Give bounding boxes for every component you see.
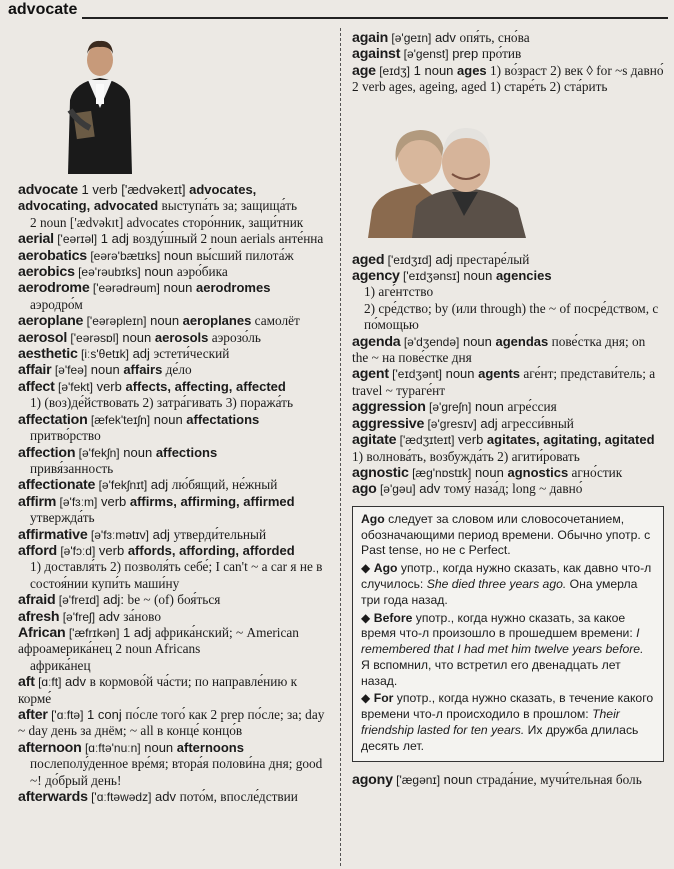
dictionary-entry (352, 481, 664, 497)
dictionary-entry (18, 379, 330, 395)
headword: affection (18, 444, 76, 461)
pronunciation: ['eərəsɒl] (67, 330, 119, 345)
note-bullet: ◆ (361, 610, 374, 625)
entry-sense-line: аэродро́м (30, 296, 83, 312)
part-of-speech: noun (440, 771, 477, 787)
translation: про́тив (481, 46, 522, 62)
translation: вы́сший пилота́ж (196, 247, 294, 263)
headword: affectionate (18, 477, 96, 494)
pronunciation: [ə'freʃ] (59, 609, 96, 624)
pronunciation: ['eərəpleɪn] (83, 314, 147, 329)
headword: agony (352, 771, 393, 788)
inflected-forms: affects, affecting, affected (125, 378, 286, 394)
part-of-speech: adv (431, 30, 460, 45)
note-item-text: употр., когда нужно сказать, за какое время что-л произошло в прошедшем времени: (361, 610, 637, 641)
translation: be ~ (of) боя́ться (127, 592, 221, 608)
dictionary-entry (18, 527, 330, 543)
headword: affectation (18, 411, 88, 428)
dictionary-entry (352, 46, 664, 62)
part-of-speech: adj (148, 526, 174, 542)
inflected-forms: agents (478, 366, 521, 382)
note-intro-text: следует за словом или словосочетанием, обозначающими период времени. Обычно употр. с Past tense, но не с Perfect. (361, 511, 651, 558)
usage-note-item (361, 561, 655, 608)
part-of-speech: 1 adj (97, 231, 133, 247)
entry-sense-line: утвержда́ть (30, 510, 95, 526)
headword: affirmative (18, 526, 88, 543)
inflected-forms: agendas (495, 333, 549, 349)
part-of-speech: noun (160, 247, 197, 263)
pronunciation: [ə'feə] (51, 363, 88, 378)
note-item-text: употр., когда нужно сказать, в течение какого времени что-л происходило в прошлом: (361, 691, 654, 722)
pronunciation: ['eərədrəum] (89, 281, 160, 296)
usage-note-item (361, 691, 655, 754)
translation: де́ло (162, 362, 192, 378)
dictionary-entry (18, 707, 330, 740)
note-example-translation: Она умерла три года назад. (361, 576, 638, 607)
translation: в кормово́й ча́сти; по направле́нию к корме́ (18, 674, 298, 706)
inflected-forms: agnostics (507, 464, 569, 480)
pronunciation: ['ɑːftəwədz] (87, 790, 152, 805)
entry-sense-line: 1) аге́нтство (364, 284, 434, 300)
dictionary-entry (352, 268, 664, 284)
dictionary-entry (352, 465, 664, 481)
dictionary-entry (18, 625, 330, 658)
left-column (18, 30, 330, 805)
part-of-speech: adv (61, 674, 90, 690)
usage-note-intro (361, 512, 655, 559)
part-of-speech: adj (128, 346, 154, 362)
note-bullet: ◆ (361, 691, 374, 706)
headword: affair (18, 362, 52, 379)
right-column (352, 30, 664, 788)
running-head: advocate (8, 1, 78, 18)
pronunciation: ['eɪdʒənt] (388, 367, 442, 382)
part-of-speech: adj (476, 415, 502, 431)
part-of-speech: verb (97, 493, 130, 509)
dictionary-entry (18, 477, 330, 493)
part-of-speech: prep (448, 46, 482, 62)
dictionary-entry (18, 543, 330, 559)
part-of-speech: noun (471, 464, 508, 480)
lawyer-illustration (40, 30, 160, 174)
inflected-forms: agencies (495, 268, 552, 284)
pronunciation: [ɑːft] (34, 675, 62, 690)
headword: agnostic (352, 464, 409, 481)
part-of-speech: noun (146, 313, 183, 329)
pronunciation: ['ɑːftə] (47, 708, 84, 722)
note-item-keyword: For (373, 691, 394, 706)
headword: afternoon (18, 739, 82, 756)
translation: выступа́ть за; защища́ть (158, 198, 298, 214)
inflected-forms: aeroplanes (182, 313, 252, 329)
part-of-speech: noun (118, 329, 155, 345)
part-of-speech: noun (87, 362, 124, 378)
headword: aggression (352, 399, 426, 416)
headword: aeroplane (18, 313, 84, 330)
part-of-speech: 1 noun (410, 62, 458, 78)
headword: afresh (18, 608, 60, 625)
part-of-speech: noun (459, 268, 496, 284)
headword: after (18, 707, 48, 723)
pronunciation: [ə'fɔːd] (57, 543, 96, 558)
pronunciation: [ə'gresɪv] (424, 416, 477, 431)
pronunciation: [ə'geɪn] (388, 31, 432, 45)
translation: аге́нт; представи́тель; a travel ~ тураге́нт (352, 366, 656, 398)
entry-sense-line: 2) сре́дство; by (или through) the ~ of посре́дством, с по́мощью (364, 300, 659, 333)
entry-sense-line: 1) доставля́ть 2) позволя́ть себе́; I can't ~ a car я не в состоя́нии купи́ть маши́ну (30, 559, 323, 591)
headword: aerobatics (18, 247, 87, 264)
translation: по́сле того́ как 2 prep по́сле; за; day ~ day день за днём; ~ all в конце́ концо́в (18, 707, 325, 739)
translation: тому́ наза́д; long ~ давно́ (443, 481, 583, 497)
pronunciation: [æfek'teɪʃn] (87, 412, 151, 427)
part-of-speech: noun (441, 366, 479, 382)
headword: aerosol (18, 329, 68, 346)
headword: ago (352, 481, 377, 498)
translation: агресси́вный (501, 415, 574, 431)
headword: aerial (18, 231, 54, 248)
note-item-keyword: Ago (373, 561, 398, 576)
pronunciation: ['eɪdʒɪd] (384, 252, 432, 267)
page-header (0, 0, 674, 22)
headword: advocate (18, 182, 78, 198)
dictionary-entry (352, 399, 664, 415)
inflected-forms: afternoons (176, 739, 244, 755)
translation: лю́бящий, не́жный (171, 477, 278, 493)
part-of-speech: noun (150, 411, 187, 427)
headword: aged (352, 251, 385, 268)
inflected-forms: affairs (123, 362, 163, 378)
headword: aft (18, 674, 35, 691)
part-of-speech: verb (92, 378, 126, 394)
part-of-speech: noun (140, 739, 177, 755)
entry-sense-line: послеполу́денное вре́мя; втора́я полови́на дня; good ~! до́брый день! (30, 756, 323, 788)
part-of-speech: 1 verb ['ædvəkeɪt] (77, 182, 190, 197)
dictionary-entry (352, 416, 664, 432)
dictionary-entry (352, 30, 664, 46)
dictionary-entry (352, 366, 664, 399)
part-of-speech: 1 adj (119, 624, 155, 640)
part-of-speech: noun (471, 399, 508, 415)
inflected-forms: affirms, affirming, affirmed (129, 493, 295, 509)
headword: again (352, 30, 389, 46)
part-of-speech: adj (431, 251, 457, 267)
dictionary-entry (18, 231, 330, 247)
translation: страда́ние, мучи́тельная боль (476, 771, 642, 787)
entry-sense-line: 1) (воз)де́йствовать 2) затра́гивать 3) поража́ть (30, 395, 294, 411)
headword: aerobics (18, 264, 75, 281)
pronunciation: ['ægənɪ] (392, 772, 441, 787)
dictionary-entry (18, 313, 330, 329)
inflected-forms: aerosols (154, 329, 209, 345)
pronunciation: [eɪdʒ] (375, 63, 411, 78)
dictionary-entry (18, 182, 330, 215)
lawyer-photo (40, 30, 160, 174)
dictionary-entry (18, 248, 330, 264)
pronunciation: [eərə'bætɪks] (86, 248, 161, 263)
part-of-speech: noun (159, 280, 197, 296)
dictionary-entry (18, 740, 330, 756)
part-of-speech: adv (95, 608, 124, 624)
pronunciation: [ə'fekt] (54, 379, 93, 394)
usage-note (352, 506, 664, 762)
pronunciation: ['æfrɪkən] (65, 625, 120, 640)
dictionary-entry (18, 674, 330, 707)
part-of-speech: adv (151, 789, 180, 805)
pronunciation: ['eɪdʒənsɪ] (399, 269, 460, 284)
column-divider (340, 28, 341, 866)
dictionary-entry (352, 252, 664, 268)
entry-sense-line: африка́нец (30, 657, 91, 673)
headword: against (352, 46, 401, 63)
translation: самолёт (251, 313, 300, 329)
pronunciation: [ə'fɜːmətɪv] (87, 527, 149, 542)
note-example: Their friendship lasted for ten years. (361, 707, 620, 738)
part-of-speech: noun (119, 444, 156, 460)
translation: пове́стка дня; on the ~ на пове́стке дня (352, 333, 646, 366)
headword: age (352, 62, 376, 79)
usage-note-item (361, 611, 655, 690)
translation: пото́м, впосле́дствии (179, 789, 298, 805)
note-example-translation: Я вспомнил, что встретил его двенадцать лет назад. (361, 657, 621, 688)
translation: возду́шный 2 noun aerials анте́нна (132, 231, 324, 247)
couple-illustration (368, 114, 530, 238)
translation: агно́стик (568, 464, 623, 480)
inflected-forms: affections (155, 444, 218, 460)
translation: аэрозо́ль (208, 329, 261, 345)
part-of-speech: verb (454, 432, 487, 448)
dictionary-entry (18, 346, 330, 362)
translation: 1) волнова́ть, возбужда́ть 2) агити́ровать (352, 448, 580, 464)
note-example: She died three years ago. (426, 576, 567, 591)
pronunciation: [ə'fekʃnɪt] (95, 478, 148, 493)
headword: affect (18, 378, 55, 395)
dictionary-entry (18, 412, 330, 428)
dictionary-entry (352, 334, 664, 367)
note-example: I remembered that I had met him twelve years before. (361, 626, 644, 657)
headword: aggressive (352, 415, 425, 432)
entry-sense-line: 2 noun ['ædvəkɪt] advocates сторо́нник, защи́тник (30, 214, 304, 230)
headword: afford (18, 542, 57, 559)
headword: afraid (18, 592, 56, 609)
dictionary-entry (352, 63, 664, 96)
dictionary-entry (18, 592, 330, 608)
pronunciation: [ə'gəu] (376, 482, 416, 497)
note-example-translation: Их дружба длилась десять лет. (361, 723, 639, 753)
headword: aerodrome (18, 280, 90, 297)
dictionary-entry (18, 445, 330, 461)
translation: утверди́тельный (173, 526, 267, 542)
inflected-forms: aerodromes (196, 280, 271, 296)
translation: эстети́ческий (153, 346, 230, 362)
couple-photo (368, 114, 530, 238)
dictionary-entry (18, 789, 330, 805)
pronunciation: [iːs'θetɪk] (77, 347, 129, 362)
translation: опя́ть, сно́ва (459, 30, 530, 45)
translation: агре́ссия (507, 399, 557, 415)
dictionary-entry (18, 362, 330, 378)
dictionary-entry (18, 264, 330, 280)
pronunciation: [ə'dʒendə] (400, 334, 460, 349)
pronunciation: [ə'genst] (400, 47, 449, 62)
inflected-forms: affords, affording, afforded (127, 542, 295, 558)
pronunciation: [eə'rəubɪks] (74, 265, 141, 280)
headword: African (18, 624, 66, 641)
dictionary-entry (352, 432, 664, 465)
inflected-forms: agitates, agitating, agitated (486, 432, 655, 448)
translation: за́ново (123, 608, 161, 624)
dictionary-entry (18, 494, 330, 510)
translation: африка́нский; ~ American афроамерика́нец 2 noun Africans (18, 624, 299, 657)
pronunciation: ['ædʒɪteɪt] (396, 433, 455, 448)
part-of-speech: adv (415, 481, 444, 497)
dictionary-entry (18, 330, 330, 346)
dictionary-entry (352, 772, 664, 788)
translation: аэро́бика (176, 264, 228, 280)
translation: 1) во́зраст 2) век ◊ for ~s давно́ 2 verb ages, ageing, aged 1) старе́ть 2) ста́рить (352, 62, 664, 95)
pronunciation: [æg'nɒstɪk] (408, 465, 472, 480)
part-of-speech: verb (95, 542, 128, 558)
dictionary-entry (18, 609, 330, 625)
note-item-text: употр., когда нужно сказать, как давно что-л случилось: (361, 561, 652, 591)
dictionary-entry (18, 280, 330, 296)
pronunciation: [ə'fɜːm] (56, 494, 98, 509)
headword: agenda (352, 333, 401, 350)
part-of-speech: adj: (99, 592, 128, 608)
inflected-forms: advocates, advocating, advocated (18, 182, 257, 214)
note-item-keyword: Before (373, 610, 413, 625)
headword: afterwards (18, 789, 88, 806)
part-of-speech: 1 conj (83, 707, 126, 722)
pronunciation: [ɑːftə'nuːn] (81, 740, 141, 755)
headword: affirm (18, 493, 57, 510)
part-of-speech: adj (147, 477, 172, 493)
headword: agency (352, 268, 400, 285)
headword: aesthetic (18, 346, 78, 363)
note-keyword: Ago (361, 511, 385, 526)
note-bullet: ◆ (361, 561, 374, 576)
pronunciation: ['eərɪəl] (53, 232, 98, 247)
part-of-speech: noun (459, 333, 496, 349)
pronunciation: [ə'freɪd] (55, 593, 100, 608)
inflected-forms: affectations (186, 411, 260, 427)
pronunciation: [ə'fekʃn] (75, 445, 120, 460)
inflected-forms: ages (457, 62, 487, 78)
headword: agitate (352, 432, 397, 449)
headword: agent (352, 366, 389, 383)
pronunciation: [ə'greʃn] (425, 400, 472, 415)
translation: престаре́лый (456, 251, 530, 267)
entry-sense-line: привя́занность (30, 460, 114, 476)
part-of-speech: noun (140, 264, 177, 280)
entry-sense-line: притво́рство (30, 428, 101, 444)
header-rule (82, 17, 668, 19)
